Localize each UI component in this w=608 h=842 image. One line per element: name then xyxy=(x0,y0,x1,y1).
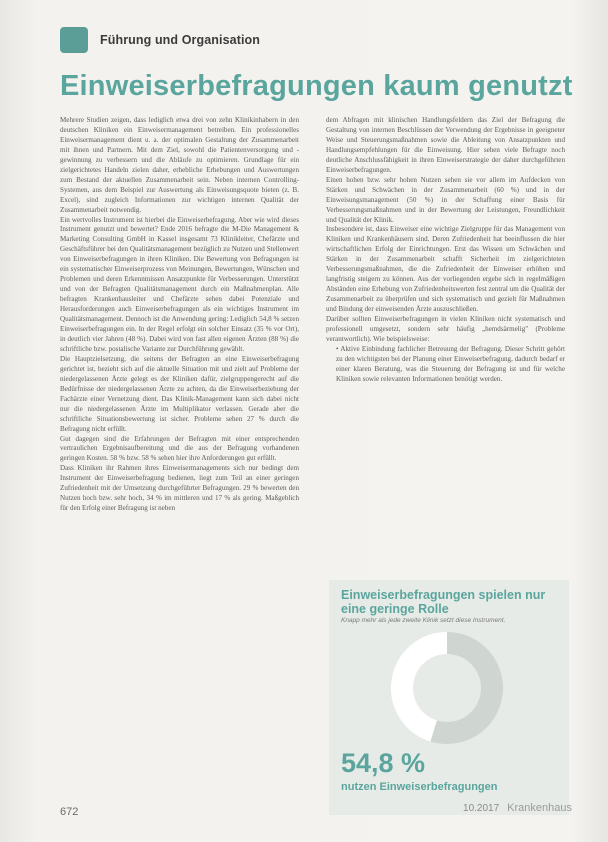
footer-right xyxy=(463,802,572,814)
right-text-column xyxy=(326,116,565,556)
paragraph: dem Abfragen mit klinischen Handlungsfeldern das Ziel der Befragung die Gestaltung von internen Beschlüssen der Verwendung der Ergebnisse in geeigneter Weise und Steuerungsmaßnahmen sowie die Ableitung von Ansatzpunkten und Handlungsempfehlungen für die Einweisung. Hier sehen viele Befragte noch deutliche Anschlussfähigkeit in ihren Einweiserstrategie der daher durchgeführten Einweiserbefragungen. xyxy=(326,116,565,174)
paragraph: Darüber sollten Einweiserbefragungen in vielen Kliniken nicht systematisch und professionell umgesetzt, sondern sehr häufig „hemdsärmelig" (Probleme verantwortlich). Wie beispielsweise: xyxy=(326,315,565,343)
section-label: Führung und Organisation xyxy=(100,33,261,47)
left-text-column xyxy=(60,116,299,808)
article-headline: Einweiserbefragungen kaum genutzt xyxy=(60,70,573,102)
bullet-item: • Aktive Einbindung fachlicher Betreuung der Befragung. Dieser Schritt gehört zu den wichtigsten bei der Planung einer Einweiserbefragung, dadurch bedarf er einer klaren Beratung, was die Steuerung der Befragung ist und für welche Kliniken sowie relevanten Informationen benötigt werden. xyxy=(336,344,565,383)
paragraph: Einen hohen bzw. sehr hohen Nutzen sehen sie vor allem im Aufdecken von Stärken und Schwächen in der Zusammenarbeit (60 %) und in der Einweisungsmanagement (50 %) in der Schaffung einer Basis für Verbesserungsmaßnahmen und in der Bewertung der Leistungen, Freundlichkeit und Qualität der Klinik. xyxy=(326,175,565,224)
paragraph: Ein wertvolles Instrument ist hierbei die Einweiserbefragung. Aber wie wird dieses Instrument genutzt und bewertet? Ende 2016 befragte die M-Die Management & Marketing Consulting GmbH in Kassel insgesamt 73 Klinikleiter, Chefärzte und Geschäftsführer bei den Qualitätsmanagement bezüglich zu Nutzen und Stellenwert von Einweiserbefragungen in ihren Kliniken. Die Bewertung von Befragungen ist ein systematischer Einweiserprozess von Meinungen, Bewertungen, Wünschen und Problemen und deren Erkenntnissen Ansatzpunkte für Verbesserungen. Unterstützt und von der Befragten Qualitätsmanagement durch ein Maßnahmenplan. Alle befragten Krankenhausleiter und Chefärzte sehen dabei Potenziale und Herausforderungen auch Einweiserbefragungen als ein wichtiges Instrument im Qualitätsmanagement. Dennoch ist die Anwendung gering: Lediglich 54,8 % setzen Einweiserbefragungen ein. In der Regel erfolgt ein solcher Einsatz (35 % vor Ort), in deutlich vier Jahren (48 %). Dabei wird von fast allen eigenen Ärzten (88 %) die schriftliche bzw. postalische Variante zur Durchführung gewählt. xyxy=(60,215,299,353)
paragraph: Dass Kliniken ihr Rahmen ihres Einweisermanagements sich nur bedingt dem Instrument der Einweiserbefragung bedienen, liegt zum Teil an einer geringen Zufriedenheit mit der Umsetzung durchgeführter Befragungen. 29 % bewerten den Nutzen hoch bzw. sehr hoch, 34 % im mittleren und 17 % als gering. Maßgeblich für den Erfolg einer Befragung ist neben xyxy=(60,464,299,513)
paragraph: Mehrere Studien zeigen, dass lediglich etwa drei von zehn Klinikinhabern in den deutschen Kliniken ein Einweisermanagement betreiben. Ein professionelles Einweisermanagement dient u. a. der optimalen Gestaltung der Zusammenarbeit mit ihnen und Partnern. Mit dem Ziel, sowohl die Patientenversorgung und -gewinnung zu verbessern und die Abläufe zu optimieren. Grundlage für ein zielgerichtetes Handeln zielen daher, erhebliche Erhebungen und Auswertungen zum Bestand der aktuellen Zusammenarbeit sein. Neben internen Controlling-Systemen, aus dem Beispiel zur Auswertung als Einweisungsquote bieten (z. B. Excel), sind zugleich Informationen zur wichtigen internen Qualität der Zusammenarbeit notwendig. xyxy=(60,116,299,214)
donut-chart xyxy=(387,628,507,748)
infobox-percentage: 54,8 % xyxy=(341,748,426,778)
infobox-subtitle: Knapp mehr als jede zweite Klinik setzt diese Instrument. xyxy=(341,617,506,624)
issue-label: 10.2017 xyxy=(463,802,500,814)
section-color-box xyxy=(60,27,88,53)
infobox xyxy=(329,580,569,815)
paragraph: Gut dagegen sind die Erfahrungen der Befragten mit einer entsprechenden vertraulichen Ergebnisaufbereitung und die aus der Befragung vorhandenen geringen Kosten. 58 % bzw. 58 % sehen hier ihre Anforderungen gut erfüllt. xyxy=(60,434,299,463)
donut-slice-used xyxy=(434,643,492,733)
page-number: 672 xyxy=(60,806,79,818)
paragraph: Die Hauptzielsetzung, die seitens der Befragten an eine Einweiserbefragung gerichtet ist, bezieht sich auf die aktuelle Situation mit und zielt auf Probleme der niedergelassenen Ärzte gelegt es der Kliniken dafür, zielgruppengerecht auf die Bedürfnisse der niedergelassenen Ärzte zu achten, da die Einweiserbeziehung der Fachärzte einer Vernetzung dient. Das Klinik-Management kann sich dabei nicht nur die niedergelassenen Ärzte im Multiplikator verlassen. Gerade aber die schriftliche Situationsbewertung ist sicher. Probleme sehen 27 % durch die Befragung nicht erfüllt. xyxy=(60,354,299,433)
paragraph: Insbesondere ist, dass Einweiser eine wichtige Zielgruppe für das Management von Kliniken und Krankenhäusern sind. Deren Zufriedenheit hat beeinflussen die hier wirtschaftlichen Erfolg der Einrichtungen. Erst das Wissen um Schwächen und Stärken in der Zusammenarbeit schafft Sicherheit im zielgerichteten Verbesserungsmaßnahmen, die die Zufriedenheit der Einweiser erhöhen und langfristig steigern zu können. Aus der vorliegenden ergebe sich in regelmäßigen Abständen eine Erhebung von Zufriedenheitswerten fest zentral um die Qualität der Zusammenarbeit zu überprüfen und sich systematisch und gezielt für Maßnahmen und Bindung der einweisenden Ärzte auszuschließen. xyxy=(326,225,565,314)
magazine-logo: Krankenhaus xyxy=(507,802,572,814)
section-header xyxy=(60,27,260,53)
infobox-percentage-label: nutzen Einweiserbefragungen xyxy=(341,781,498,793)
donut-slice-rest xyxy=(402,643,447,731)
infobox-title: Einweiserbefragungen spielen nur eine geringe Rolle xyxy=(341,588,546,616)
